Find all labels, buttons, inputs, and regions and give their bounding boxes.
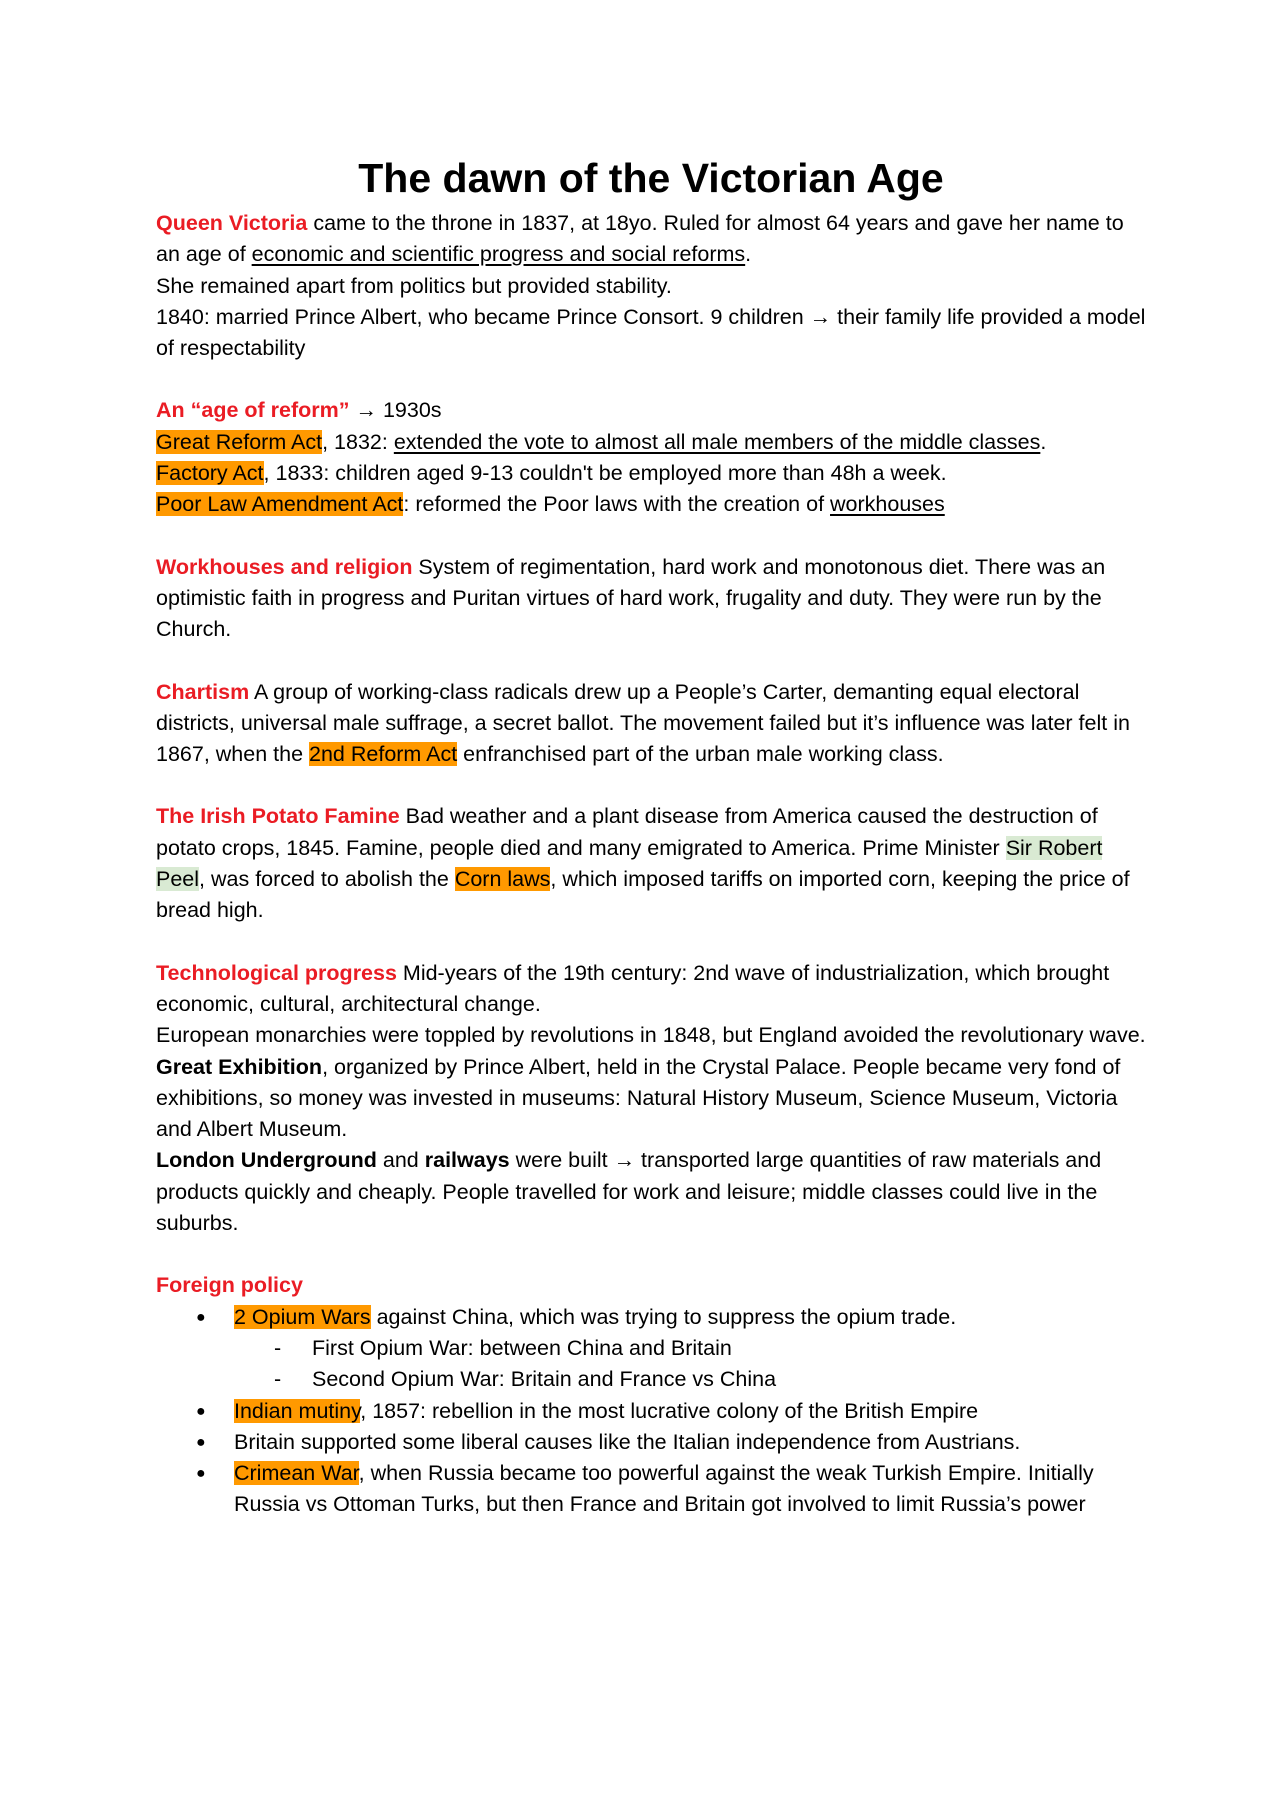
bold-london-underground: London Underground — [156, 1148, 377, 1173]
section-heading-chartism: Chartism — [156, 679, 250, 704]
section-heading-age-of-reform: An “age of reform” — [156, 398, 350, 423]
section-heading-foreign-policy: Foreign policy — [156, 1273, 303, 1298]
section-queen-victoria — [156, 208, 1146, 364]
section-heading-workhouses: Workhouses and religion — [156, 554, 413, 579]
section-heading-queen-victoria: Queen Victoria — [156, 211, 308, 235]
section-age-of-reform: An “age of reform” → 1930s Great Reform Act, 1832: extended the vote to almost all male members of the middle classes. Factory Act, 1833: children aged 9-13 couldn't be employed more than 48h a week. Poor Law Amendment Act: reformed the Poor laws with the creation of workhouses — [156, 395, 1146, 520]
list-item: - First Opium War: between China and Britain — [234, 1333, 1146, 1364]
highlight-factory-act: Factory Act — [156, 461, 264, 486]
section-foreign-policy — [156, 1270, 1146, 1520]
underlined-text: workhouses — [830, 492, 945, 517]
section-potato-famine: The Irish Potato Famine Bad weather and a plant disease from America caused the destruction of potato crops, 1845. Famine, people died and many emigrated to America. Prime Minister Sir Robert Peel, was forced to abolish the Corn laws, which imposed tariffs on imported corn, keeping the price of bread high. — [156, 804, 1130, 923]
highlight-indian-mutiny: Indian mutiny — [234, 1398, 361, 1423]
list-item: ● 2 Opium Wars against China, which was trying to suppress the opium trade. - First Opium War: between China and Britain - Second Opium War: Britain and France vs China — [156, 1302, 1146, 1396]
reform-act-1: Great Reform Act, 1832: extended the vote to almost all male members of the middle classes. — [156, 429, 1047, 454]
section-workhouses: Workhouses and religion System of regimentation, hard work and monotonous diet. There was an optimistic faith in progress and Puritan virtues of hard work, frugality and duty. They were run by the Church. — [156, 554, 1106, 642]
highlight-corn-laws: Corn laws — [454, 867, 551, 892]
underlined-text: extended the vote to almost all male members of the middle classes — [393, 429, 1041, 454]
tech-paragraph-4: London Underground and railways were built → transported large quantities of raw materials and products quickly and cheaply. People travelled for work and leisure; middle classes could live in the suburbs. — [156, 1148, 1102, 1236]
section-heading-potato-famine: The Irish Potato Famine — [156, 804, 400, 829]
highlight-great-reform-act: Great Reform Act — [156, 429, 323, 454]
intro-paragraph: Queen Victoria came to the throne in 1837, at 18yo. Ruled for almost 64 years and gave her name to an age of economic and scientific progress and social reforms. — [156, 211, 1124, 267]
section-chartism: Chartism A group of working-class radicals drew up a People’s Carter, demanting equal electoral districts, universal male suffrage, a secret ballot. The movement failed but it’s influence was later felt in 1867, when the 2nd Reform Act enfranchised part of the urban male working class. — [156, 679, 1130, 767]
section-heading-technological-progress: Technological progress — [156, 960, 397, 985]
list-item: - Second Opium War: Britain and France vs China — [234, 1364, 1146, 1395]
highlight-robert-peel: Sir Robert Peel — [156, 835, 1103, 892]
bold-great-exhibition: Great Exhibition — [156, 1054, 323, 1079]
section-technological-progress: Technological progress Mid-years of the 19th century: 2nd wave of industrialization, which brought economic, cultural, architectural change. European monarchies were toppled by revolutions in 1848, but England avoided the revolutionary wave. Great Exhibition, organized by Prince Albert, held in the Crystal Palace. People became very fond of exhibitions, so money was invested in museums: Natural History Museum, Science Museum, Victoria and Albert Museum. London Underground and railways were built → transported large quantities of raw materials and products quickly and cheaply. People travelled for work and leisure; middle classes could live in the suburbs. — [156, 958, 1146, 1240]
bold-railways: railways — [424, 1148, 510, 1173]
opium-wars-sublist — [234, 1333, 1146, 1396]
highlight-poor-law-act: Poor Law Amendment Act — [156, 492, 404, 517]
foreign-policy-list — [156, 1302, 1146, 1521]
list-item: ● Britain supported some liberal causes like the Italian independence from Austrians. — [156, 1427, 1146, 1458]
list-item: ● Indian mutiny, 1857: rebellion in the most lucrative colony of the British Empire — [156, 1396, 1146, 1427]
tech-paragraph-3: Great Exhibition, organized by Prince Albert, held in the Crystal Palace. People became very fond of exhibitions, so money was invested in museums: Natural History Museum, Science Museum, Victoria and Albert Museum. — [156, 1054, 1121, 1142]
reform-act-3: Poor Law Amendment Act: reformed the Poor laws with the creation of workhouses — [156, 492, 945, 517]
reform-act-2: Factory Act, 1833: children aged 9-13 couldn't be employed more than 48h a week. — [156, 461, 947, 486]
list-item: ● Crimean War, when Russia became too powerful against the weak Turkish Empire. Initially Russia vs Ottoman Turks, but then France and Britain got involved to limit Russia’s power — [156, 1458, 1146, 1521]
highlight-2nd-reform-act: 2nd Reform Act — [309, 742, 458, 767]
tech-paragraph-2: European monarchies were toppled by revolutions in 1848, but England avoided the revolutionary wave. — [156, 1023, 1146, 1048]
document-body — [156, 152, 1146, 1521]
underlined-text: economic and scientific progress and social reforms — [251, 242, 746, 267]
intro-line-3: 1840: married Prince Albert, who became Prince Consort. 9 children → their family life provided a model of respectability — [156, 304, 1146, 361]
highlight-opium-wars: 2 Opium Wars — [234, 1304, 371, 1329]
page-title: The dawn of the Victorian Age — [358, 155, 944, 201]
highlight-crimean-war: Crimean War — [234, 1461, 359, 1486]
intro-line-2: She remained apart from politics but provided stability. — [156, 273, 672, 298]
